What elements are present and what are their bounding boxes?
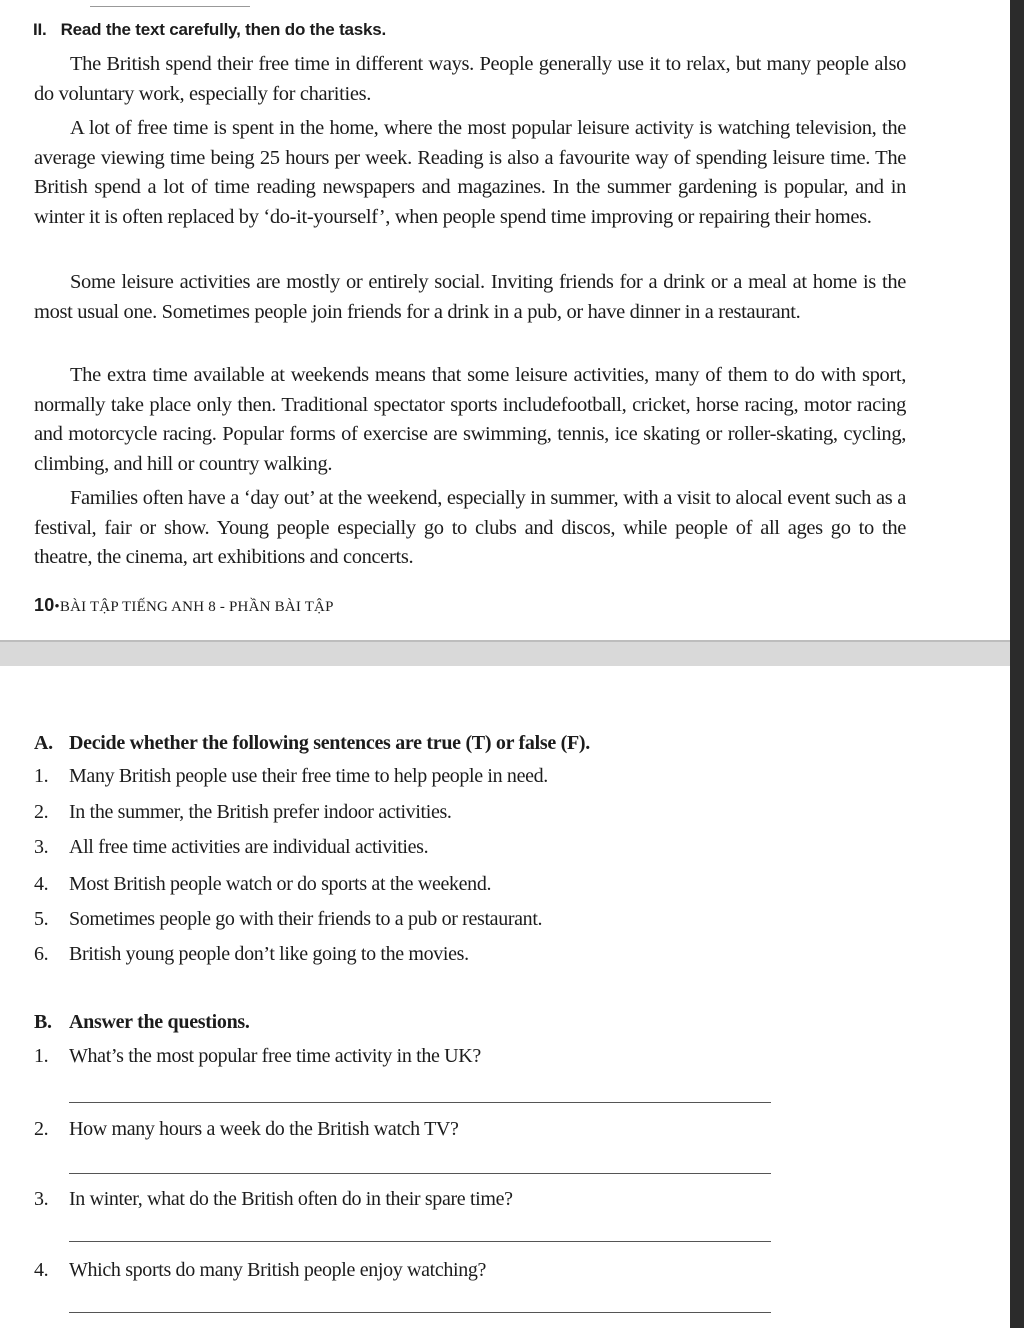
viewer-edge (1010, 0, 1024, 1328)
answer-line-4[interactable] (69, 1312, 771, 1313)
item-text: Sometimes people go with their friends to a pub or restaurant. (69, 908, 543, 930)
tf-item (34, 908, 542, 931)
book-title: BÀI TẬP TIẾNG ANH 8 - PHẦN BÀI TẬP (59, 599, 334, 615)
section-b-text: Answer the questions. (69, 1011, 250, 1033)
page-number: 10 (34, 595, 55, 615)
item-text: In the summer, the British prefer indoor activities. (69, 801, 452, 823)
item-number: 3. (34, 836, 49, 858)
question-item (34, 1045, 481, 1068)
item-number: 3. (34, 1188, 49, 1210)
item-number: 5. (34, 908, 49, 930)
footer-separator: • (54, 599, 60, 615)
item-text: British young people don’t like going to the movies. (69, 943, 469, 965)
paragraph-5: Families often have a ‘day out’ at the weekend, especially in summer, with a visit to alocal event such as a festival, fair or show. Young people especially go to clubs and discos, while people of all ages go to the theatre, the cinema, art exhibitions and concerts. (34, 487, 906, 568)
tf-item (34, 836, 428, 859)
section-b-letter: B. (34, 1011, 52, 1033)
item-text: All free time activities are individual activities. (69, 836, 429, 858)
section-a-title (34, 732, 590, 755)
top-rule (90, 0, 250, 7)
item-number: 2. (34, 1118, 49, 1140)
item-text: Many British people use their free time to help people in need. (69, 765, 548, 787)
item-text: What’s the most popular free time activity in the UK? (69, 1045, 481, 1067)
answer-line-2[interactable] (69, 1173, 771, 1174)
paragraph-4: The extra time available at weekends means that some leisure activities, many of them to do with sport, normally take place only then. Traditional spectator sports includefootball, cricket, horse racing, motor racing and motorcycle racing. Popular forms of exercise are swimming, tennis, ice skating or roller-skating, cycling, climbing, and hill or country walking. (34, 364, 906, 475)
answer-line-1[interactable] (69, 1102, 771, 1103)
paragraph-2: A lot of free time is spent in the home, where the most popular leisure activity is watching television, the average viewing time being 25 hours per week. Reading is also a favourite way of spending leisure time. The British spend a lot of time reading newspapers and magazines. In the summer gardening is popular, and in winter it is often replaced by ‘do-it-yourself’, when people spend time improving or repairing their homes. (34, 117, 906, 228)
heading-text: Read the text carefully, then do the tasks. (60, 20, 387, 39)
answer-line-3[interactable] (69, 1241, 771, 1242)
paragraph-1: The British spend their free time in different ways. People generally use it to relax, but many people also do voluntary work, especially for charities. (34, 53, 906, 105)
item-text: In winter, what do the British often do in their spare time? (69, 1188, 513, 1210)
tf-item (34, 943, 469, 966)
tf-item (34, 873, 491, 896)
heading-number: II. (33, 20, 47, 39)
section-a-letter: A. (34, 732, 53, 754)
section-b-title (34, 1011, 250, 1034)
question-item (34, 1259, 486, 1282)
item-number: 6. (34, 943, 49, 965)
page-bottom (0, 666, 1010, 1328)
section-a-text: Decide whether the following sentences are true (T) or false (F). (69, 732, 590, 754)
item-number: 2. (34, 801, 49, 823)
page-gap (0, 640, 1010, 668)
tf-item (34, 765, 548, 788)
paragraph-3: Some leisure activities are mostly or entirely social. Inviting friends for a drink or a meal at home is the most usual one. Sometimes people join friends for a drink in a pub, or have dinner in a restaurant. (34, 271, 906, 323)
tf-item (34, 801, 452, 824)
item-number: 1. (34, 1045, 49, 1067)
question-item (34, 1188, 513, 1211)
item-number: 4. (34, 1259, 49, 1281)
page-top (0, 0, 1010, 640)
page-footer (34, 595, 334, 616)
reading-heading (33, 20, 386, 40)
item-number: 4. (34, 873, 49, 895)
item-text: Most British people watch or do sports at the weekend. (69, 873, 492, 895)
question-item (34, 1118, 459, 1141)
item-text: How many hours a week do the British watch TV? (69, 1118, 459, 1140)
item-number: 1. (34, 765, 49, 787)
item-text: Which sports do many British people enjoy watching? (69, 1259, 487, 1281)
